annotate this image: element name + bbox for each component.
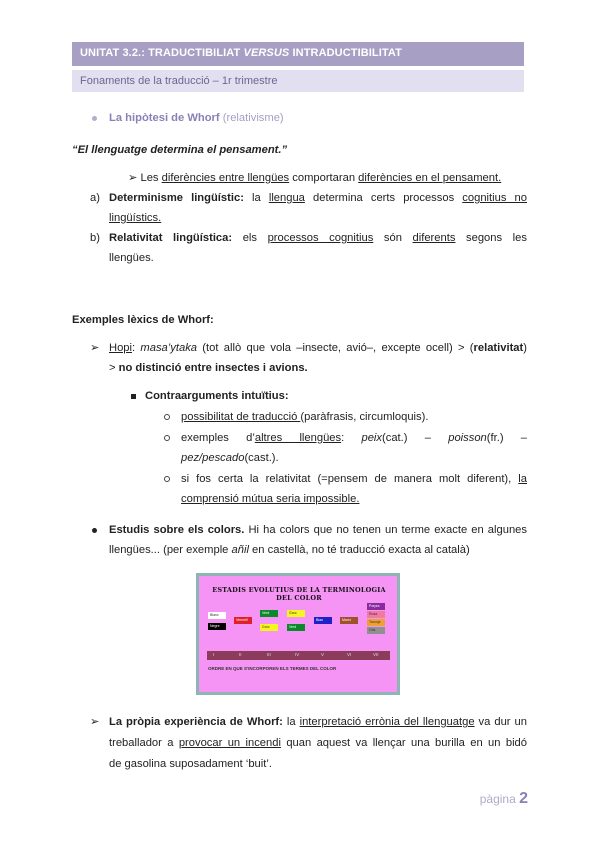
counterargument-mutual-understanding: si fos certa la relativitat (=pensem de manera molt diferent), la — [181, 473, 527, 485]
stage-label: III — [267, 652, 271, 657]
color-terminology-figure — [196, 573, 400, 695]
counterargument-translation: possibilitat de traducció (paràfrasis, circumloquis). — [181, 411, 429, 423]
swatch-yellow-2: Groc — [287, 610, 305, 617]
counterargument-other-languages: exemples d’altres llengües: peix(cat.) – poisson(fr.) – — [181, 432, 528, 444]
swatch-orange: Taronja — [367, 619, 385, 626]
whorf-experience-line2: treballador a provocar un incendi quan aquest va llençar una burilla en un bidó — [109, 737, 528, 749]
stage-label: II — [239, 652, 242, 657]
list-marker-b: b) — [90, 232, 100, 244]
whorf-hypothesis-paren: (relativisme) — [219, 112, 284, 124]
bullet-dot-icon — [92, 528, 97, 533]
whorf-experience-line3: de gasolina suposadament ‘buit’. — [109, 758, 272, 770]
whorf-quote: “El llenguatge determina el pensament.” — [72, 144, 288, 156]
stage-label: VI — [347, 652, 352, 657]
arrow-icon: ➢ — [90, 716, 100, 728]
swatch-white: Blanc — [208, 612, 226, 619]
swatch-red: Vermell — [234, 617, 252, 624]
swatch-pink: Rosa — [367, 611, 385, 618]
circle-bullet-icon — [164, 435, 170, 441]
determinism-definition: Determinisme lingüístic: la llengua determina certs processos cognitius no — [109, 192, 527, 204]
circle-bullet-icon — [164, 414, 170, 420]
circle-bullet-icon — [164, 476, 170, 482]
arrow-icon: ➢ — [90, 342, 100, 354]
whorf-hypothesis-heading — [109, 110, 284, 126]
swatch-green-2: Verd — [287, 624, 305, 631]
figure-stage-bar — [207, 651, 390, 660]
counterargument-other-languages-line2: pez/pescado(cast.). — [181, 452, 279, 464]
swatch-black: Negre — [208, 623, 226, 630]
swatch-yellow: Groc — [260, 624, 278, 631]
hopi-example-line2: > no distinció entre insectes i avions. — [109, 362, 308, 374]
unit-title-bar — [72, 42, 524, 66]
figure-note: ORDRE EN QUE S'INCORPOREN ELS TERMES DEL COLOR — [208, 666, 337, 671]
figure-title: ESTADIS EVOLUTIUS DE LA TERMINOLOGIA DEL COLOR — [212, 586, 386, 602]
swatch-brown: Marró — [340, 617, 358, 624]
unit-title-prefix: UNITAT 3.2.: TRADUCTIBILIAT — [80, 47, 244, 59]
arrow-icon: ➢ — [128, 172, 141, 184]
list-marker-a: a) — [90, 192, 100, 204]
swatch-gray: Gris — [367, 627, 385, 634]
swatch-blue: Blau — [314, 617, 332, 624]
stage-label: V — [321, 652, 325, 657]
swatch-purple: Porpra — [367, 603, 385, 610]
whorf-experience-line1: La pròpia experiència de Whorf: la interpretació errònia del llenguatge va dur un — [109, 716, 527, 728]
page-number: pàgina 2 — [479, 790, 528, 807]
counterargument-mutual-understanding-line2: comprensió mútua seria impossible. — [181, 493, 360, 505]
swatch-green: Verd — [260, 610, 278, 617]
whorf-hypothesis-title: La hipòtesi de Whorf — [109, 112, 220, 124]
stage-label: I — [213, 652, 215, 657]
hopi-example: Hopi: masa’ytaka (tot allò que vola –insecte, avió–, excepte ocell) > (relativitat) — [109, 342, 527, 354]
bullet-dot-icon — [92, 116, 97, 121]
determinism-definition-line2: lingüístics. — [109, 212, 162, 224]
arrow-item-differences: ➢ Les diferències entre llengües comportaran diferències en el pensament. — [128, 172, 502, 184]
stage-label: IV — [295, 652, 300, 657]
square-bullet-icon — [131, 394, 136, 399]
relativity-definition-line2: llengües. — [109, 252, 154, 264]
stage-label: VII — [373, 652, 379, 657]
relativity-definition: Relativitat lingüística: els processos cognitius són diferents segons les — [109, 232, 527, 244]
lexical-examples-heading: Exemples lèxics de Whorf: — [72, 314, 214, 326]
unit-title-suffix: INTRADUCTIBILITAT — [289, 47, 402, 59]
color-studies-line2: llengües... (per exemple añil en castellà, no té traducció exacta al català) — [109, 544, 470, 556]
unit-title-versus: VERSUS — [243, 47, 290, 59]
course-subtitle: Fonaments de la traducció – 1r trimestre — [72, 70, 524, 92]
counterarguments-title: Contraarguments intuïtius: — [145, 390, 289, 402]
color-studies-line1: Estudis sobre els colors. Hi ha colors que no tenen un terme exacte en algunes — [109, 524, 527, 536]
